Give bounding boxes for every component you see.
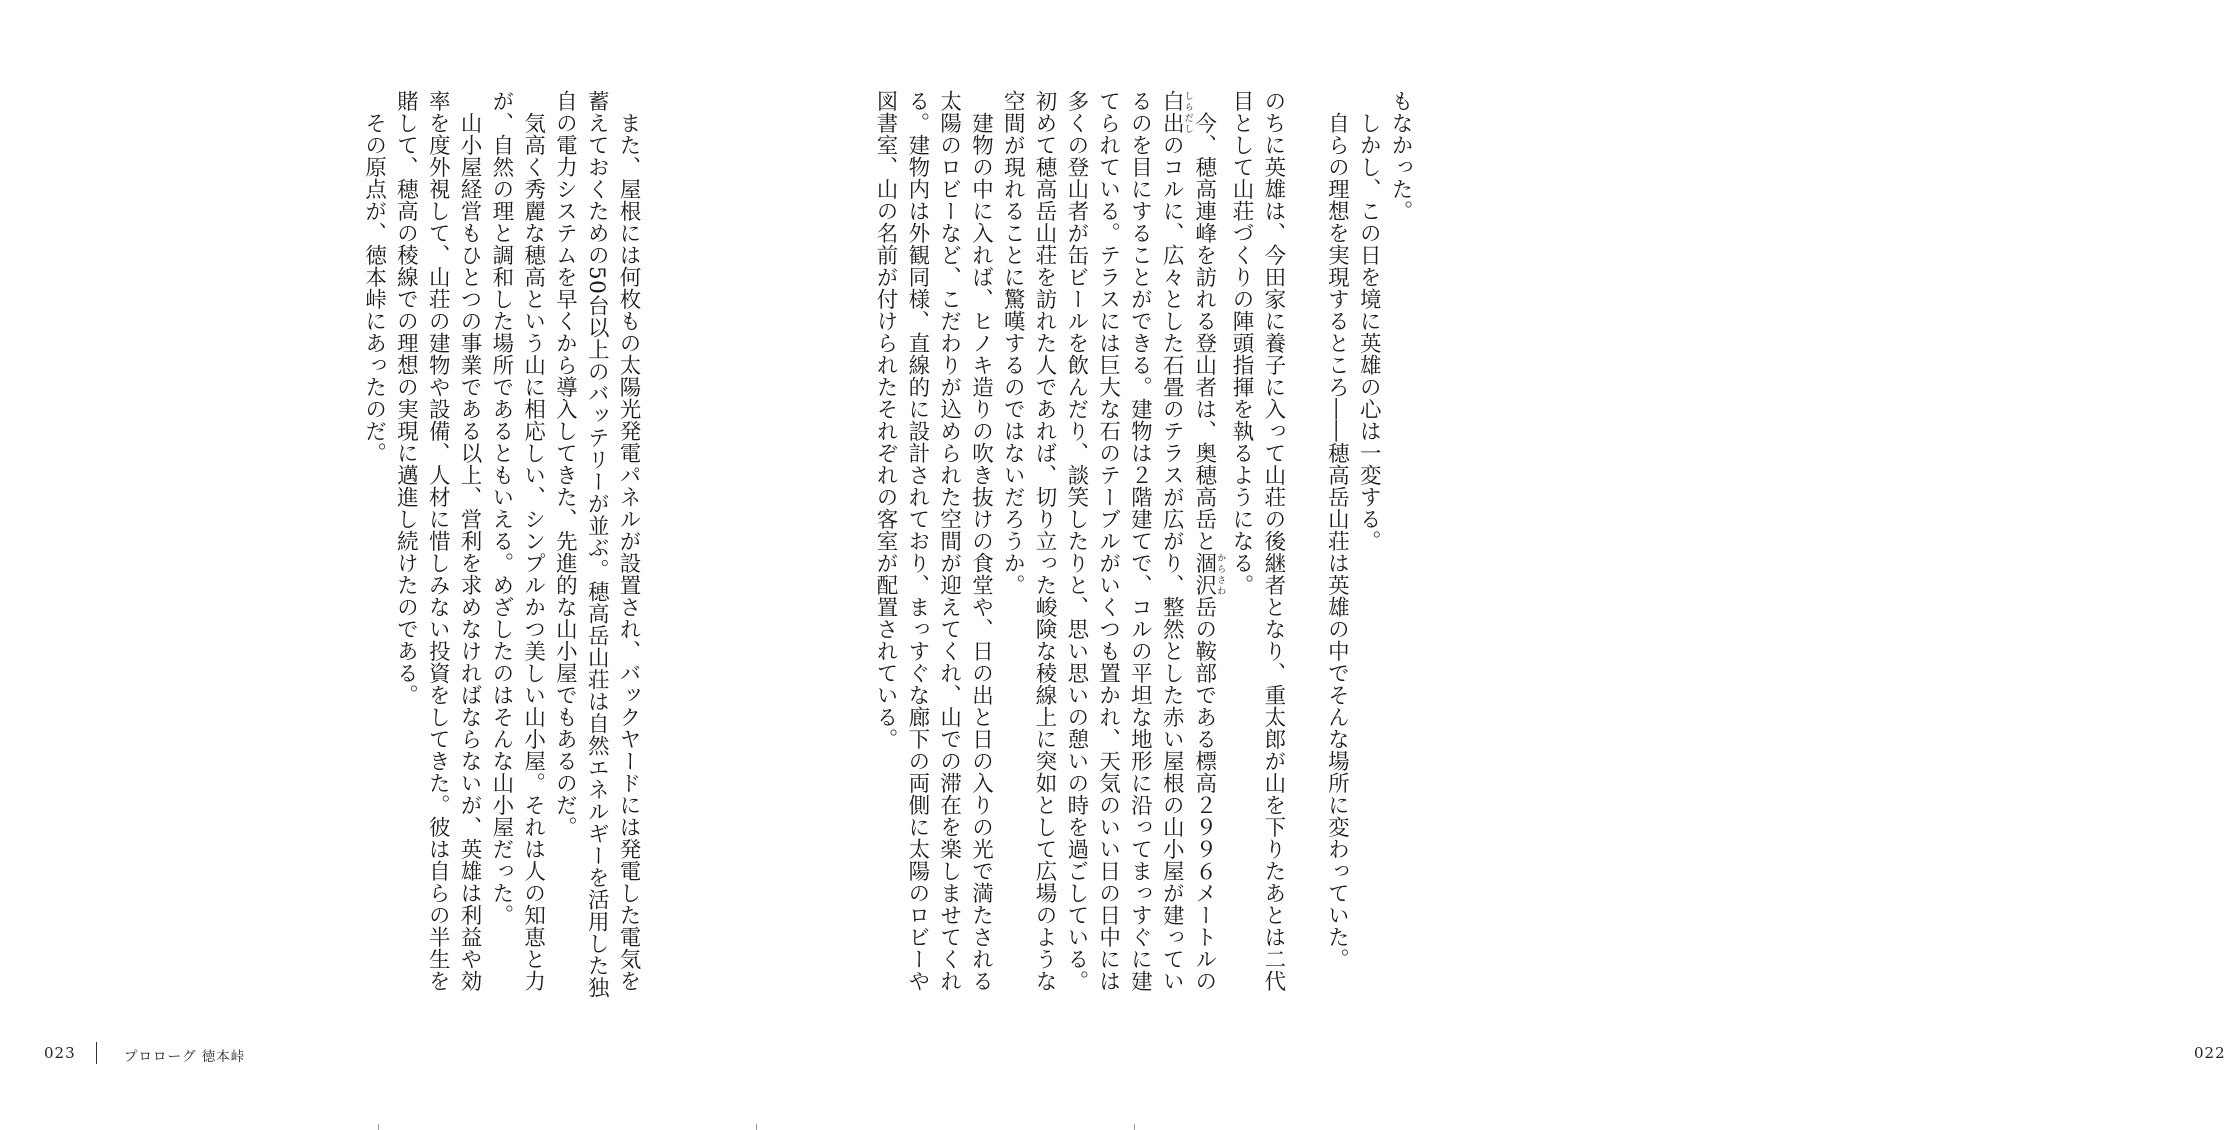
paragraph: 山小屋経営もひとつの事業である以上、営利を求めなければならないが、英雄は利益や効率を度外視して、山荘の建物や設備、人材に惜しみない投資をしてきた。彼は自らの半生を賭して、穂高の稜線での理想の実現に邁進し続けたのである。 (393, 90, 483, 992)
paragraph: しかし、この日を境に英雄の心は一変する。 (1356, 111, 1382, 552)
ruby-annotation: 涸沢からさわ (1191, 551, 1226, 596)
left-page-body-text (124, 90, 644, 1000)
paragraph: 気高く秀麗な穂高という山に相応しい、シンプルかつ美しい山小屋。それは人の知恵と力が、自然の理と調和した場所であるともいえる。めざしたのはそんな山小屋だった。 (488, 90, 546, 992)
page-number: 023 (44, 1044, 76, 1062)
right-page (756, 0, 2226, 1129)
running-header-chapter-title: プロローグ 徳本峠 (124, 1049, 246, 1065)
right-page-body-text (873, 90, 1416, 1000)
paragraph: のちに英雄は、今田家に養子に入って山荘の後継者となり、重太郎が山を下りたあとは二代目として山荘づくりの陣頭指揮を執るようになる。 (1229, 90, 1286, 992)
paragraph: また、屋根には何枚もの太陽光発電パネルが設置され、バックヤードには発電した電気を蓄えておくための50台以上のバッテリーが並ぶ。穂高岳山荘は自然エネルギーを活用した独自の電力システムを早くから導入してきた、先進的な山小屋でもあるのだ。 (552, 90, 641, 999)
left-page (0, 0, 756, 1129)
crop-mark (756, 1124, 757, 1130)
folio-divider (96, 1042, 97, 1064)
paragraph: もなかった。 (1388, 90, 1413, 222)
paragraph: 建物の中に入れば、ヒノキ造りの吹き抜けの食堂や、日の出と日の入りの光で満たされる太陽のロビーなど、こだわりが込められた空間が迎えてくれ、山での滞在を楽しませてくれる。建物内は外観同様、直線的に設計されており、まっすぐな廊下の両側に太陽のロビーや図書室、山の名前が付けられたそれぞれの客室が配置されている。 (873, 90, 994, 992)
paragraph: 自らの理想を実現するところ――穂高岳山荘は英雄の中でそんな場所に変わっていた。 (1324, 111, 1350, 970)
crop-mark (378, 1124, 379, 1130)
ruby-annotation: 白出しらだし (1159, 90, 1193, 134)
page-number: 022 (2194, 1044, 2226, 1062)
paragraph: その原点が、徳本峠にあったのだ。 (361, 111, 387, 464)
crop-mark (1134, 1124, 1135, 1130)
paragraph: 今、穂高連峰を訪れる登山者は、奥穂高岳と涸沢からさわ岳の鞍部である標高２９９６メートルの白出しらだしのコルに、広々とした石畳のテラスが広がり、整然とした赤い屋根の山小屋が建っているのを目にすることができる。建物は２階建てで、コルの平坦な地形に沿ってまっすぐに建てられている。テラスには巨大な石のテーブルがいくつも置かれ、天気のいい日の日中には多くの登山者が缶ビールを飲んだり、談笑したりと、思い思いの憩いの時を過ごしている。初めて穂高岳山荘を訪れた人であれば、切り立った峻険な稜線上に突如として広場のような空間が現れることに驚嘆するのではないだろうか。 (1000, 90, 1226, 992)
